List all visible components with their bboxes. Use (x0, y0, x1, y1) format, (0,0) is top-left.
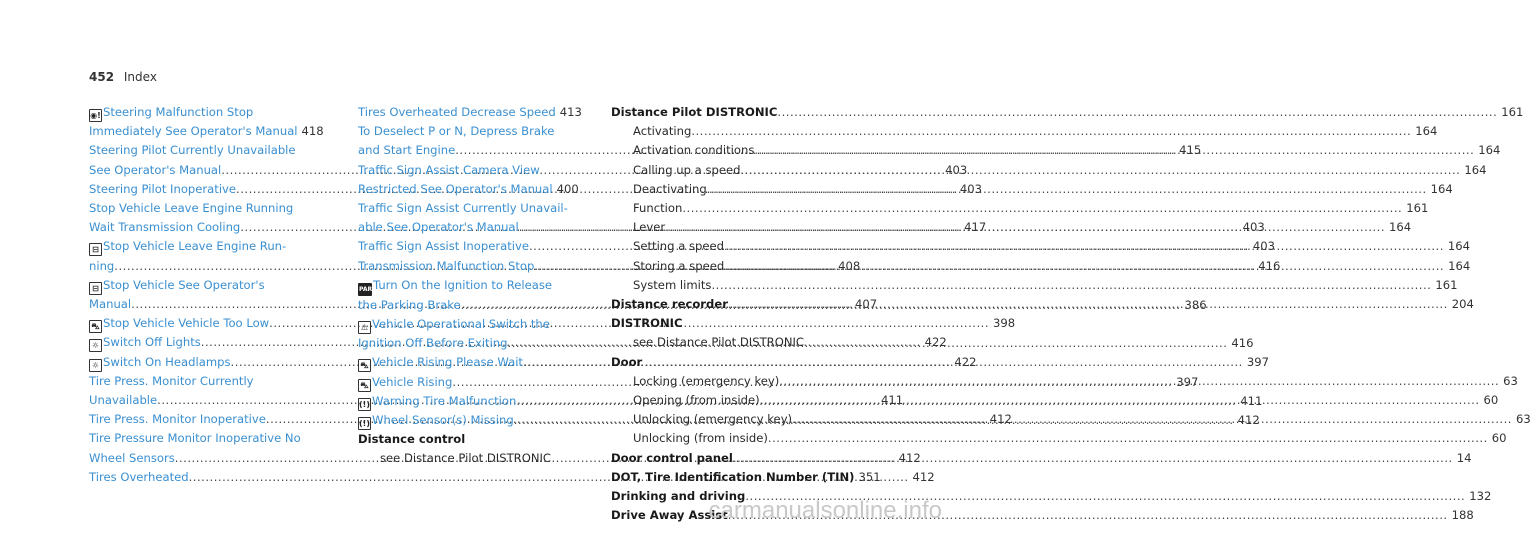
car-lift-icon: ⛍ (358, 379, 371, 392)
entry-text (358, 199, 568, 218)
entry-label: Tire Pressure Monitor Inoperative No (89, 431, 301, 446)
index-heading-dot-tin[interactable]: DOT, Tire Identification Number (TIN) 351 (611, 469, 881, 484)
vehicle-icon: ⊟ (89, 282, 102, 295)
page-ref: 397 (1246, 355, 1269, 370)
page-ref: 164 (1389, 220, 1412, 235)
page-ref: 164 (1430, 181, 1453, 196)
page-ref: 398 (993, 316, 1016, 331)
subentry-label: System limits (633, 277, 712, 292)
entry-text (89, 314, 269, 333)
page-ref: 416 (1231, 336, 1254, 351)
entry-label: Traffic Sign Assist Camera View (358, 162, 540, 177)
entry-label: Restricted See Operator's Manual (358, 181, 553, 196)
subentry-label: Unlocking (emergency key) (633, 412, 793, 427)
steering-warning-icon: ◉! (90, 111, 101, 120)
subentry-label: Deactivating (633, 181, 707, 196)
page-ref: 411 (881, 393, 904, 408)
index-heading-distance-control: Distance control (358, 432, 466, 447)
index-subentry[interactable] (611, 122, 1438, 141)
entry-text (358, 411, 514, 430)
entry-text (89, 353, 231, 372)
leader-dots (711, 276, 1431, 295)
entry-text (89, 218, 240, 237)
index-heading-distronic: DISTRONIC (611, 316, 683, 331)
index-subentry[interactable] (611, 429, 1507, 448)
entry-label: See Operator's Manual (89, 162, 222, 177)
page-ref: 403 (945, 162, 968, 177)
entry-label: Vehicle Rising Please Wait (372, 355, 523, 370)
subentry-label: Activation conditions (633, 143, 755, 158)
page-ref: 164 (1447, 239, 1471, 254)
index-see-reference: see Distance Pilot DISTRONIC (633, 335, 805, 350)
watermark: carmanualsonline.info (708, 497, 942, 524)
leader-dots (754, 141, 1474, 160)
warning-triangle-icon: ⚠ (358, 321, 371, 334)
leader-dots (760, 391, 1480, 410)
entry-label: Tires Overheated (89, 469, 189, 484)
index-entry-line (358, 180, 579, 199)
leader-dots (724, 237, 1444, 256)
entry-text (358, 161, 540, 180)
entry-label: Stop Vehicle Leave Engine Run- (103, 239, 287, 254)
page-ref: 397 (1176, 374, 1199, 389)
entry-label: Wait Transmission Cooling (89, 220, 241, 235)
page-ref: 403 (1242, 220, 1265, 235)
page-header (89, 70, 157, 84)
entry-label: Switch Off Lights (103, 335, 201, 350)
index-entry-line (358, 199, 569, 218)
page-ref: 415 (1179, 143, 1202, 158)
leader-dots (724, 257, 1444, 276)
entry-label: Stop Vehicle Leave Engine Running (89, 201, 294, 216)
index-entry-line (358, 161, 569, 180)
entry-text (358, 315, 550, 334)
entry-text (358, 218, 519, 237)
leader-dots (740, 161, 1460, 180)
page-ref: 164 (1415, 124, 1438, 139)
vehicle-icon: ⊟ (89, 243, 102, 256)
index-entry-line (89, 429, 322, 448)
index-entry-line (89, 141, 322, 160)
entry-text (358, 373, 452, 392)
page-ref: 400 (556, 181, 579, 196)
page-ref: 164 (1478, 143, 1501, 158)
entry-text (89, 180, 236, 199)
entry-label: Wheel Sensor(s) Missing (372, 413, 514, 428)
subentry-label: Locking (emergency key) (633, 373, 780, 388)
index-entry-line (358, 276, 569, 296)
entry-text (89, 468, 189, 487)
page-number: 452 (89, 70, 115, 84)
car-lift-icon: ⛍ (89, 320, 102, 333)
leader-dots (682, 199, 1402, 218)
entry-label: Warning Tire Malfunction (372, 393, 517, 408)
entry-text (358, 257, 534, 276)
entry-label: Unavailable (89, 393, 158, 408)
entry-text (89, 237, 286, 256)
entry-label: and Start Engine (358, 143, 456, 158)
index-heading-door: Door (611, 354, 643, 369)
leader-dots (665, 218, 1385, 237)
entry-text (358, 103, 556, 122)
car-lift-icon: ⛍ (358, 359, 371, 372)
entry-label: Stop Vehicle See Operator's (103, 277, 265, 292)
page-ref: 403 (1252, 239, 1275, 254)
entry-label: Ignition Off Before Exiting (358, 336, 508, 351)
entry-text (89, 161, 221, 180)
index-heading-drinking-driving[interactable]: Drinking and driving ..... 132 (611, 487, 863, 506)
index-entry-line (358, 103, 582, 122)
page-ref: 411 (1240, 393, 1263, 408)
entry-text (89, 410, 266, 429)
page-ref: 386 (1184, 297, 1207, 312)
index-see-reference: see Distance Pilot DISTRONIC (380, 451, 552, 466)
leader-dots (779, 372, 1499, 391)
page-ref: 164 (1464, 162, 1487, 177)
entry-text (89, 199, 293, 218)
page-ref: 412 (1237, 413, 1260, 428)
page-ref: 408 (838, 258, 861, 273)
entry-text (358, 180, 553, 199)
entry-label: Wheel Sensors (89, 450, 175, 465)
subentry-label: Opening (from inside) (633, 393, 760, 408)
leader-dots (792, 410, 1512, 429)
subentry-label: Unlocking (from inside) (633, 431, 768, 446)
page-ref: 63 (1515, 412, 1531, 427)
subentry-label: Setting a speed (633, 239, 725, 254)
page-ref: 422 (954, 354, 977, 369)
entry-text (89, 333, 201, 352)
entry-label: Traffic Sign Assist Currently Unavail- (358, 201, 568, 216)
entry-text (358, 122, 554, 141)
tire-pressure-icon: (!) (359, 419, 370, 429)
entry-label: Tire Press. Monitor Inoperative (89, 412, 266, 427)
index-entry[interactable] (89, 103, 322, 141)
subentry-label: Storing a speed (633, 258, 725, 273)
entry-label: Manual (89, 297, 132, 312)
page-ref: 60 (1491, 431, 1507, 446)
entry-text (89, 141, 296, 160)
entry-text (89, 122, 298, 141)
entry-text (358, 141, 455, 160)
entry-label: Transmission Malfunction Stop (358, 258, 535, 273)
light-icon: ☼ (89, 339, 102, 352)
entry-text (89, 295, 131, 314)
entry-text (358, 334, 508, 353)
index-entry-line (89, 122, 322, 141)
entry-text (89, 429, 301, 448)
entry-text (89, 449, 175, 468)
index-entry-line (89, 372, 322, 391)
page-ref: 422 (924, 335, 947, 350)
page-ref: 161 (1435, 277, 1458, 292)
leader-dots (707, 180, 1427, 199)
subentry-label: Calling up a speed (633, 162, 741, 177)
page-ref: 416 (1258, 258, 1281, 273)
index-subentry[interactable] (611, 276, 1458, 295)
page-ref: 403 (959, 181, 983, 196)
page-ref: 418 (301, 124, 324, 139)
entry-text (358, 353, 523, 372)
entry-label: Immediately See Operator's Manual (89, 124, 298, 139)
index-entry-line (89, 103, 322, 122)
entry-text (358, 392, 516, 411)
subentry-label: Function (633, 201, 683, 216)
entry-text (89, 276, 265, 295)
page-ref: 63 (1503, 373, 1518, 388)
entry-text (89, 391, 157, 410)
index-entry-line (89, 237, 322, 256)
subentry-label: Lever (633, 220, 666, 235)
entry-label: Steering Pilot Currently Unavailable (89, 143, 296, 158)
entry-label: ning (89, 258, 115, 273)
subentry-label: Activating (633, 124, 692, 139)
page-ref: 417 (964, 220, 987, 235)
entry-label: Steering Malfunction Stop (103, 105, 254, 119)
entry-label: Tires Overheated Decrease Speed (358, 105, 556, 119)
page-ref: 60 (1483, 393, 1499, 408)
entry-label: Vehicle Rising (372, 374, 453, 389)
page-ref: 164 (1448, 258, 1471, 273)
page-ref: 407 (855, 297, 878, 312)
index-heading-distance-pilot[interactable]: Distance Pilot DISTRONIC ..... 161 (611, 103, 863, 122)
entry-label: Vehicle Operational Switch the (372, 317, 550, 332)
entry-label: Turn On the Ignition to Release (373, 277, 552, 292)
entry-label: To Deselect P or N, Depress Brake (358, 124, 555, 139)
entry-text (358, 276, 552, 296)
index-heading-drive-away-assist[interactable]: Drive Away Assist ..... 188 (611, 506, 863, 525)
index-entry-line (89, 199, 322, 218)
entry-text (358, 296, 461, 315)
page-ref: 413 (559, 105, 582, 119)
entry-text (89, 103, 253, 122)
entry-label: Tire Press. Monitor Currently (89, 373, 254, 388)
index-subentry[interactable] (611, 199, 1429, 218)
leader-dots (691, 122, 1411, 141)
entry-label: Traffic Sign Assist Inoperative (358, 239, 529, 254)
index-entry-line (89, 276, 322, 295)
index-heading-door-control-panel[interactable]: Door control panel ..... 14 (611, 449, 863, 468)
entry-label: Steering Pilot Inoperative (89, 181, 237, 196)
index-entry[interactable] (358, 161, 579, 199)
index-entry[interactable] (358, 103, 582, 122)
entry-label: able See Operator's Manual (358, 220, 519, 235)
tire-pressure-icon: (!) (359, 399, 370, 409)
entry-text (89, 372, 254, 391)
entry-text (358, 237, 529, 256)
page-ref: 412 (912, 469, 935, 484)
page-ref: 412 (989, 412, 1012, 427)
index-heading-distance-recorder[interactable]: Distance recorder ..... 204 (611, 295, 863, 314)
entry-label: Switch On Headlamps (103, 354, 231, 369)
entry-label: Stop Vehicle Vehicle Too Low (103, 316, 270, 331)
page-ref: 161 (1406, 201, 1429, 216)
park-icon: PARK (358, 283, 372, 296)
index-entry-line (358, 315, 569, 334)
entry-label: the Parking Brake (358, 297, 461, 312)
section-title: Index (123, 70, 157, 84)
leader-dots (768, 429, 1488, 448)
page-ref: 412 (898, 450, 921, 465)
index-entry-line (358, 122, 569, 141)
light-icon: ☼ (89, 359, 102, 372)
entry-text (89, 257, 114, 276)
